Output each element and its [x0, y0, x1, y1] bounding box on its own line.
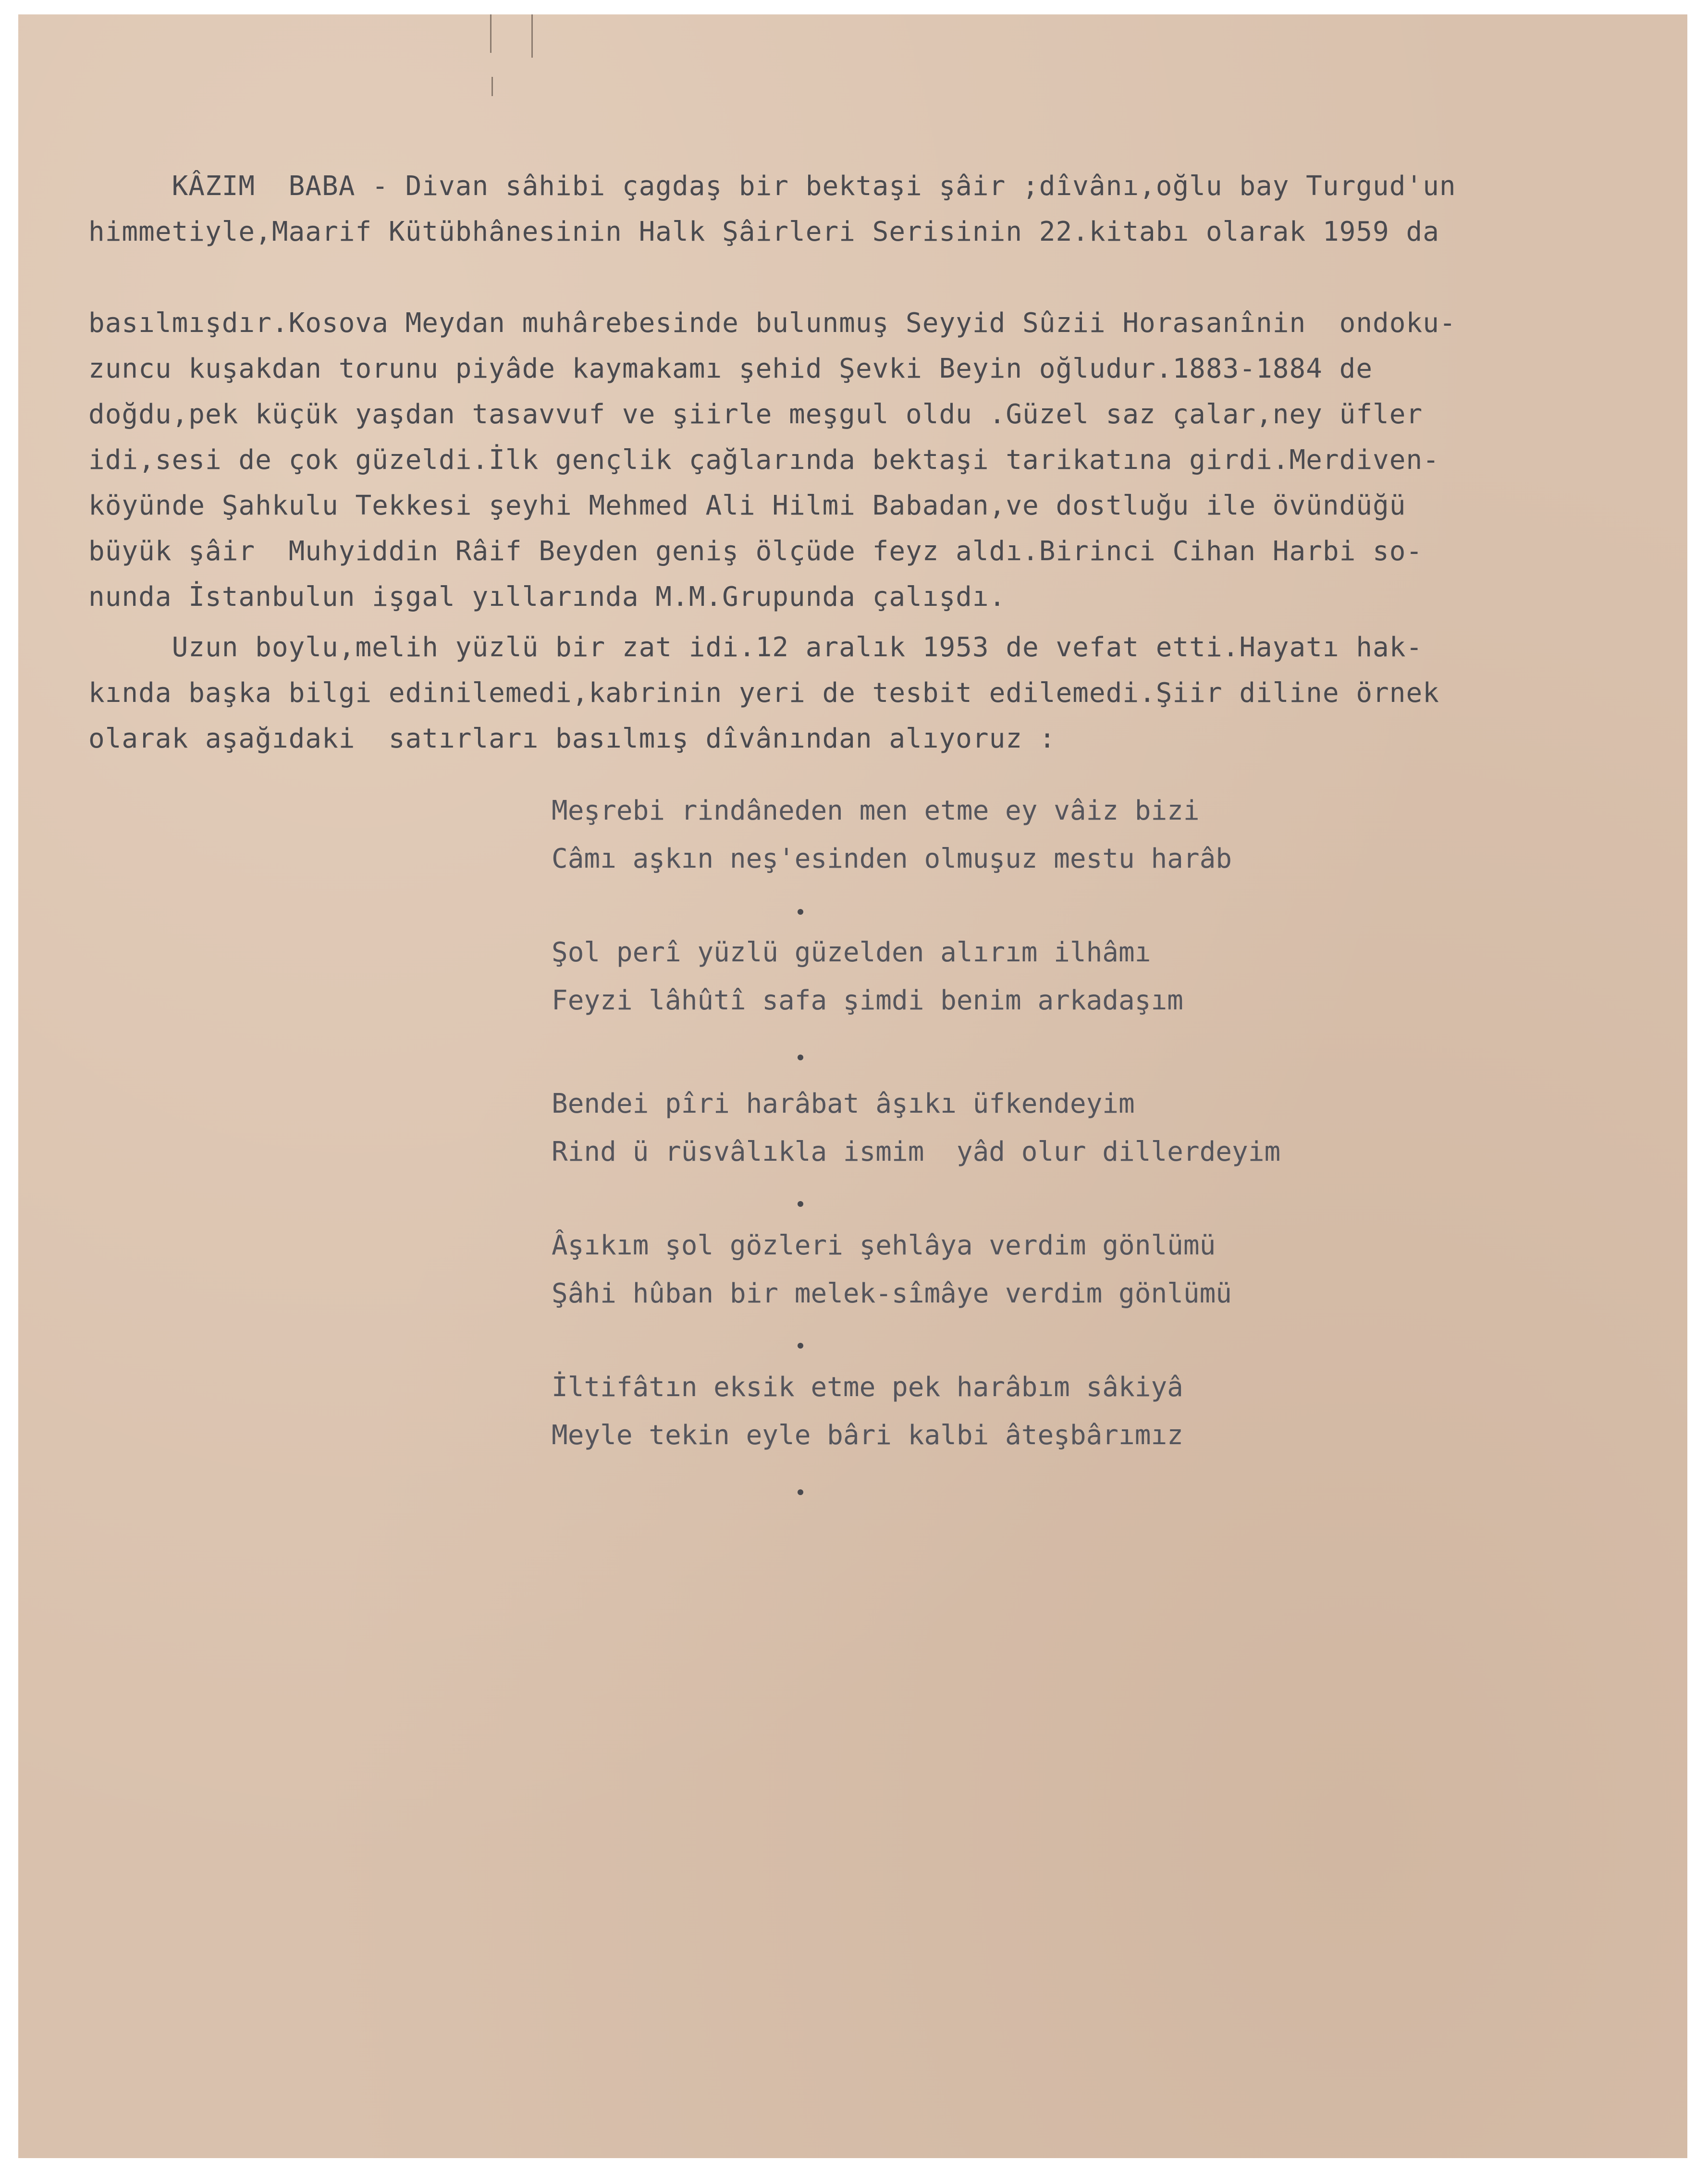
verse-line: Feyzi lâhûtî safa şimdi benim arkadaşım: [552, 985, 1183, 1016]
text-line: kında başka bilgi edinilemedi,kabrinin yeri de tesbit edilemedi.Şiir diline örnek: [88, 677, 1439, 709]
verse-line: Şol perî yüzlü güzelden alırım ilhâmı: [552, 937, 1151, 968]
verse-line: Meyle tekin eyle bâri kalbi âteşbârımız: [552, 1420, 1183, 1451]
verse-line: Meşrebi rindâneden men etme ey vâiz bizi: [552, 795, 1200, 826]
verse-separator-dot: [798, 909, 803, 915]
verse-separator-dot: [798, 1201, 803, 1207]
verse-line: Şâhi hûban bir melek-sîmâye verdim gönlümü: [552, 1278, 1232, 1309]
text-line: olarak aşağıdaki satırları basılmış dîvânından alıyoruz :: [88, 723, 1056, 754]
text-line: basılmışdır.Kosova Meydan muhârebesinde bulunmuş Seyyid Sûzii Horasanînin ondoku-: [88, 307, 1456, 339]
verse-line: Âşıkım şol gözleri şehlâya verdim gönlümü: [552, 1230, 1216, 1261]
text-line: himmetiyle,Maarif Kütübhânesinin Halk Şâirleri Serisinin 22.kitabı olarak 1959 da: [88, 216, 1439, 247]
text-line: idi,sesi de çok güzeldi.İlk gençlik çağlarında bektaşi tarikatına girdi.Merdiven-: [88, 444, 1439, 476]
text-line: köyünde Şahkulu Tekkesi şeyhi Mehmed Ali Hilmi Babadan,ve dostluğu ile övündüğü: [88, 490, 1406, 521]
verse-line: Bendei pîri harâbat âşıkı üfkendeyim: [552, 1088, 1135, 1119]
margin-mark-right: [531, 14, 533, 58]
margin-mark-small: [492, 77, 493, 96]
text-line: zuncu kuşakdan torunu piyâde kaymakamı şehid Şevki Beyin oğludur.1883-1884 de: [88, 353, 1373, 384]
verse-separator-dot: [798, 1489, 803, 1495]
verse-line: İltifâtın eksik etme pek harâbım sâkiyâ: [552, 1372, 1183, 1403]
verse-separator-dot: [798, 1055, 803, 1060]
verse-line: Câmı aşkın neş'esinden olmuşuz mestu harâb: [552, 843, 1232, 874]
text-line: nunda İstanbulun işgal yıllarında M.M.Grupunda çalışdı.: [88, 581, 1006, 613]
text-line: KÂZIM BABA - Divan sâhibi çagdaş bir bektaşi şâir ;dîvânı,oğlu bay Turgud'un: [88, 171, 1456, 202]
paper-sheet: [18, 14, 1687, 2158]
text-line: doğdu,pek küçük yaşdan tasavvuf ve şiirle meşgul oldu .Güzel saz çalar,ney üfler: [88, 399, 1423, 430]
text-line: büyük şâir Muhyiddin Râif Beyden geniş ölçüde feyz aldı.Birinci Cihan Harbi so-: [88, 536, 1423, 567]
verse-line: Rind ü rüsvâlıkla ismim yâd olur dillerdeyim: [552, 1136, 1281, 1167]
verse-separator-dot: [798, 1343, 803, 1349]
text-line: Uzun boylu,melih yüzlü bir zat idi.12 aralık 1953 de vefat etti.Hayatı hak-: [88, 632, 1423, 663]
margin-mark-left: [490, 14, 492, 53]
